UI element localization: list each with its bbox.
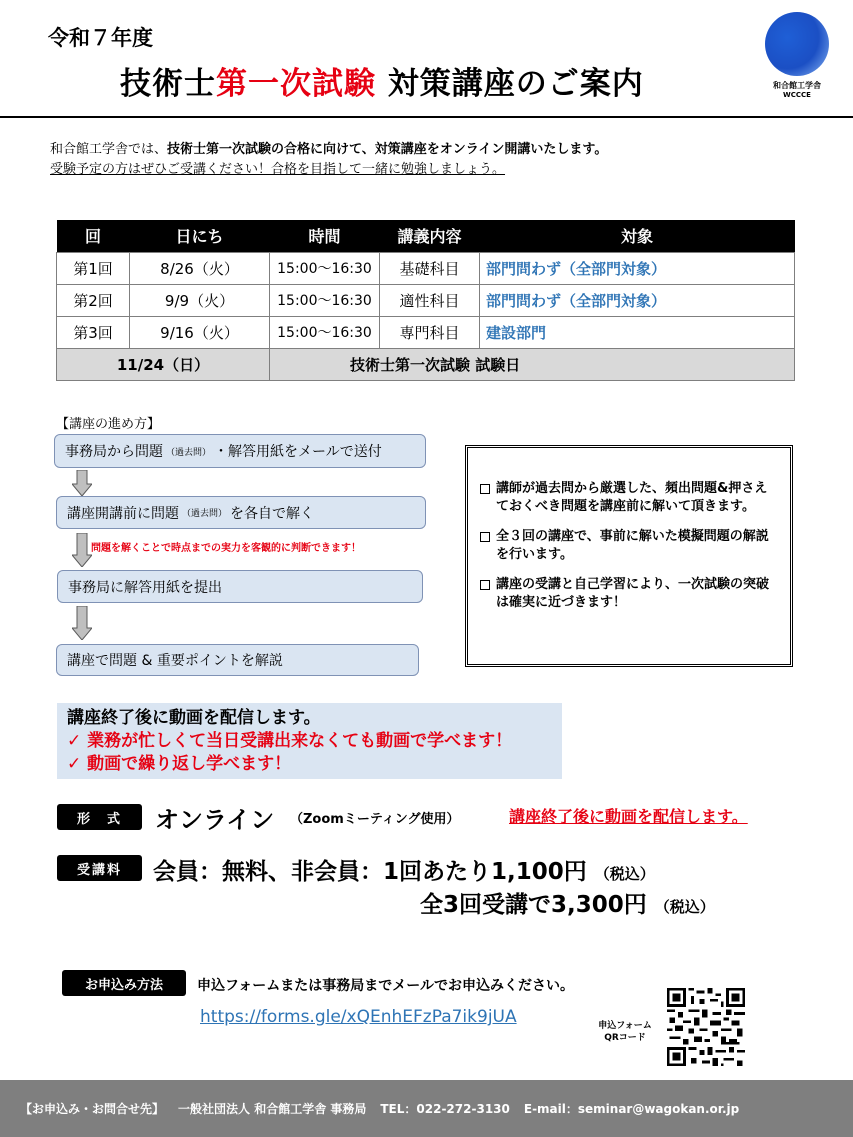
qr-label-line2: QRコード — [604, 1033, 646, 1043]
logo-en: WCCCE — [783, 91, 811, 99]
step2-text-a: 講座開講前に問題 — [67, 505, 179, 522]
down-arrow-icon — [72, 470, 92, 496]
exam-label: 技術士第一次試験 試験日 — [270, 348, 795, 380]
cell-target: 建設部門 — [480, 316, 795, 348]
format-sub: （Zoomミーティング使用） — [290, 812, 460, 827]
flow-step-4 — [56, 644, 419, 676]
application-form-link[interactable]: https://forms.gle/xQEnhEFzPa7ik9jUA — [200, 1007, 517, 1027]
fee-line1 — [153, 853, 655, 886]
footer-label: 【お申込み・お問合せ先】 — [20, 1102, 165, 1116]
down-arrow-icon — [72, 533, 92, 567]
point-text: 講師が過去問から厳選した、頻出問題&押さえておくべき問題を講座前に解いて頂きます。 — [496, 481, 768, 514]
table-row — [57, 284, 795, 316]
fee-tag: 受講料 — [57, 855, 142, 881]
cell-date: 8/26（火） — [130, 252, 270, 284]
format-main: オンライン — [155, 806, 275, 834]
flow-note: 問題を解くことで時点までの実力を客観的に判断できます！ — [91, 543, 361, 554]
intro-line1-pre: 和合館工学舎では、 — [50, 142, 168, 157]
fee-tax-2: （税込） — [654, 898, 715, 916]
footer — [0, 1080, 853, 1137]
cell-num: 第3回 — [57, 316, 130, 348]
video-line3: ✓ 動画で繰り返し学べます！ — [67, 754, 292, 774]
video-line2: ✓ 業務が忙しくて当日受講出来なくても動画で学べます！ — [67, 731, 513, 751]
checkbox-icon — [480, 484, 490, 494]
qr-code-icon[interactable] — [667, 988, 745, 1066]
year-label: 令和７年度 — [48, 26, 153, 50]
cell-time: 15:00～16:30 — [270, 316, 380, 348]
video-line1: 講座終了後に動画を配信します。 — [67, 708, 321, 728]
format-video-note: 講座終了後に動画を配信します。 — [509, 807, 748, 826]
title-part-1: 技術士 — [120, 66, 216, 102]
intro-text — [50, 140, 607, 180]
cell-num: 第1回 — [57, 252, 130, 284]
logo-name: 和合館工学舎 — [773, 81, 821, 90]
point-item — [480, 480, 778, 516]
table-row — [57, 252, 795, 284]
cell-content: 適性科目 — [380, 284, 480, 316]
schedule-table — [56, 220, 795, 381]
logo — [757, 12, 837, 99]
video-notice — [57, 703, 562, 779]
apply-text: 申込フォームまたは事務局までメールでお申込みください。 — [197, 978, 575, 994]
fee-line2-text: 全3回受講で3,300円 — [420, 892, 647, 918]
cell-content: 基礎科目 — [380, 252, 480, 284]
step1-small: （過去問） — [166, 447, 212, 458]
fee-tax-1: （税込） — [594, 865, 655, 883]
qr-label — [583, 1020, 667, 1044]
intro-line2: 受験予定の方はぜひご受講ください！合格を目指して一緒に勉強しましょう。 — [50, 162, 506, 177]
flow-step-1 — [54, 434, 426, 468]
cell-date: 9/16（火） — [130, 316, 270, 348]
down-arrow-icon — [72, 606, 92, 640]
exam-date: 11/24（日） — [57, 348, 270, 380]
point-item — [480, 576, 778, 612]
table-row — [57, 316, 795, 348]
checkbox-icon — [480, 532, 490, 542]
cell-target: 部門問わず（全部門対象） — [480, 252, 795, 284]
table-header-row — [57, 220, 795, 252]
fee-line2 — [420, 886, 715, 919]
flow-step-3 — [57, 570, 423, 603]
header-content: 講義内容 — [380, 220, 480, 252]
checkbox-icon — [480, 580, 490, 590]
cell-time: 15:00～16:30 — [270, 284, 380, 316]
cell-date: 9/9（火） — [130, 284, 270, 316]
logo-circle-icon — [765, 12, 829, 76]
fee-line1-text: 会員：無料、非会員：1回あたり1,100円 — [153, 859, 587, 885]
point-item — [480, 528, 778, 564]
page-title — [120, 58, 644, 103]
footer-email[interactable]: E-mail：seminar@wagokan.or.jp — [523, 1102, 740, 1116]
apply-tag: お申込み方法 — [62, 970, 186, 996]
points-box — [465, 445, 793, 667]
flow-label: 【講座の進め方】 — [56, 417, 161, 432]
step3-text: 事務局に解答用紙を提出 — [68, 579, 222, 596]
format-tag: 形 式 — [57, 804, 142, 830]
title-part-red: 第一次試験 — [216, 66, 376, 102]
title-part-2: 対策講座のご案内 — [376, 66, 644, 102]
cell-time: 15:00～16:30 — [270, 252, 380, 284]
footer-org: 一般社団法人 和合館工学舎 事務局 — [178, 1102, 367, 1116]
exam-row — [57, 348, 795, 380]
cell-num: 第2回 — [57, 284, 130, 316]
header-time: 時間 — [270, 220, 380, 252]
cell-content: 専門科目 — [380, 316, 480, 348]
cell-target: 部門問わず（全部門対象） — [480, 284, 795, 316]
header-target: 対象 — [480, 220, 795, 252]
qr-label-line1: 申込フォーム — [598, 1021, 652, 1031]
point-text: 講座の受講と自己学習により、一次試験の突破は確実に近づきます！ — [496, 577, 770, 610]
step2-small: （過去問） — [182, 509, 228, 519]
flow-step-2 — [56, 496, 426, 529]
point-text: 全３回の講座で、事前に解いた模擬問題の解説を行います。 — [496, 529, 769, 562]
step2-text-b: を各自で解く — [230, 505, 315, 522]
step4-text: 講座で問題 & 重要ポイントを解説 — [67, 653, 283, 669]
intro-line1-bold: 技術士第一次試験の合格に向けて、対策講座をオンライン開講いたします。 — [167, 142, 608, 157]
step1-text-b: ・解答用紙をメールで送付 — [214, 444, 382, 460]
footer-tel: TEL：022-272-3130 — [380, 1102, 510, 1116]
step1-text-a: 事務局から問題 — [65, 444, 163, 460]
header-date: 日にち — [130, 220, 270, 252]
header-num: 回 — [57, 220, 130, 252]
header-divider — [0, 116, 853, 118]
